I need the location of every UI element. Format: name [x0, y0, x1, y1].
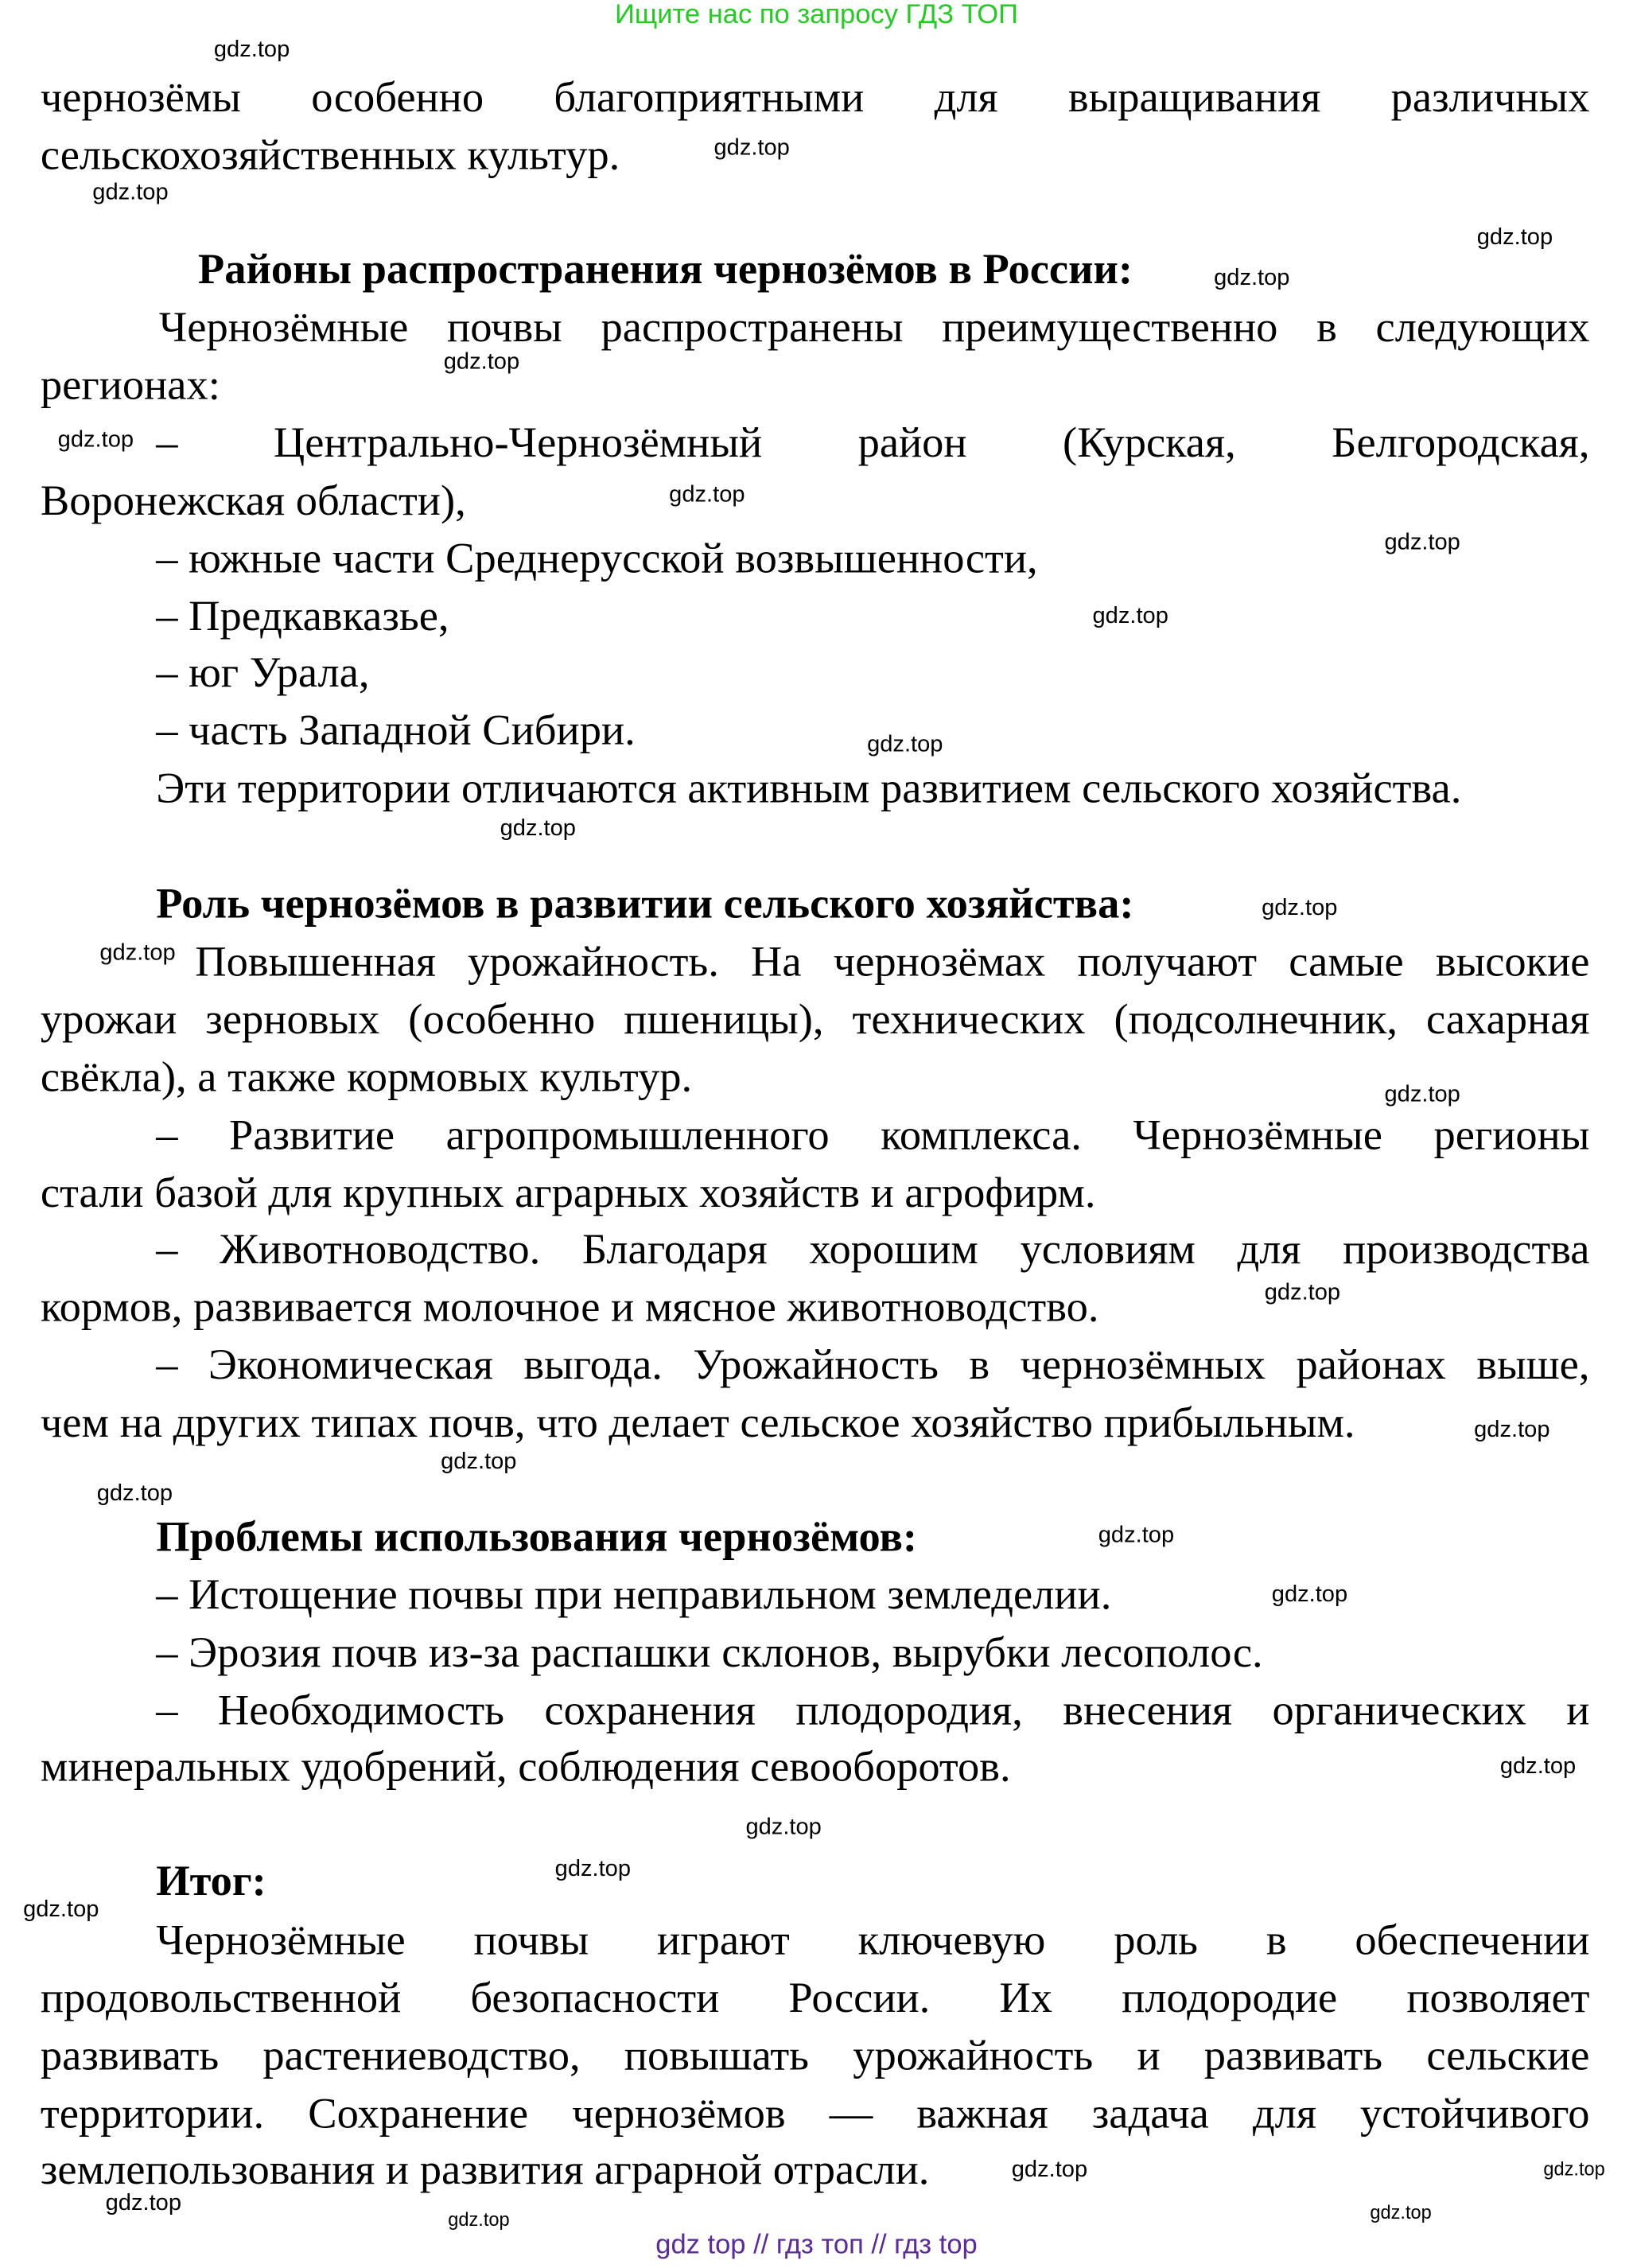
text-line: свёкла), а также кормовых культур. — [40, 1053, 693, 1102]
text-line: – южные части Среднерусской возвышенности, — [156, 535, 1038, 583]
watermark: gdz.top — [57, 427, 134, 453]
watermark: gdz.top — [745, 1815, 822, 1840]
watermark: gdz.top — [713, 135, 790, 161]
watermark: gdz.top — [1499, 1754, 1577, 1780]
text-line: урожаи зерновых (особенно пшеницы), технических (подсолнечник, сахарная — [40, 995, 1590, 1044]
text-line: чем на других типах почв, что делает сельское хозяйство прибыльным. — [40, 1399, 1355, 1447]
watermark: gdz.top — [23, 1897, 99, 1923]
watermark: gdz.top — [1098, 1523, 1175, 1548]
text-line: – часть Западной Сибири. — [156, 706, 636, 755]
watermark: gdz.top — [1092, 604, 1168, 629]
watermark: gdz.top — [1264, 1280, 1341, 1305]
text-line: – Истощение почвы при неправильном земледелии. — [156, 1570, 1112, 1619]
watermark: gdz.top — [1214, 266, 1290, 291]
text-line: – Животноводство. Благодаря хорошим условиям для производства — [156, 1225, 1590, 1274]
text-line: – юг Урала, — [156, 648, 370, 697]
text-line: стали базой для крупных аграрных хозяйств и агрофирм. — [40, 1169, 1096, 1217]
watermark: gdz.top — [1384, 530, 1460, 555]
text-line: – Центрально-Чернозёмный район (Курская, Белгородская, — [156, 418, 1590, 467]
watermark: gdz.top — [669, 482, 745, 508]
text-line: землепользования и развития аграрной отрасли. — [40, 2145, 930, 2194]
text-line: Повышенная урожайность. На чернозёмах получают самые высокие — [195, 938, 1590, 986]
watermark: gdz.top — [1011, 2157, 1088, 2183]
watermark: gdz.top — [99, 940, 176, 966]
watermark: gdz.top — [500, 816, 576, 842]
watermark: gdz.top — [448, 2208, 510, 2231]
search-hint-banner: Ищите нас по запросу ГДЗ ТОП — [615, 0, 1018, 31]
text-line: развивать растениеводство, повышать урожайность и развивать сельские — [40, 2032, 1590, 2080]
watermark: gdz.top — [1474, 1418, 1550, 1443]
text-line: Чернозёмные почвы играют ключевую роль в обеспечении — [156, 1916, 1590, 1965]
text-line: – Эрозия почв из-за распашки склонов, вырубки лесополос. — [156, 1628, 1263, 1677]
text-line: регионах: — [40, 361, 220, 410]
watermark: gdz.top — [1370, 2200, 1432, 2223]
text-line: сельскохозяйственных культур. — [40, 131, 620, 180]
text-line: Эти территории отличаются активным развитием сельского хозяйства. — [156, 764, 1462, 813]
text-line: продовольственной безопасности России. Их плодородие позволяет — [40, 1974, 1590, 2022]
watermark: gdz.top — [1543, 2157, 1605, 2180]
text-line: – Необходимость сохранения плодородия, внесения органических и — [156, 1686, 1590, 1735]
text-line: – Экономическая выгода. Урожайность в чернозёмных районах выше, — [156, 1340, 1590, 1389]
section-heading: Итог: — [156, 1857, 266, 1905]
text-line: минеральных удобрений, соблюдения севооборотов. — [40, 1743, 1011, 1791]
watermark: gdz.top — [867, 733, 943, 758]
text-line: кормов, развивается молочное и мясное животноводство. — [40, 1283, 1099, 1332]
watermark: gdz.top — [1384, 1082, 1460, 1107]
watermark: gdz.top — [554, 1857, 632, 1882]
watermark: gdz.top — [1476, 225, 1553, 251]
watermark: gdz.top — [213, 37, 290, 63]
section-heading: Проблемы использования чернозёмов: — [156, 1513, 918, 1562]
text-line: Воронежская области), — [40, 477, 466, 525]
text-line: территории. Сохранение чернозёмов — важная задача для устойчивого — [40, 2090, 1590, 2138]
footer-links[interactable]: gdz top // гдз топ // гдз top — [655, 2230, 978, 2261]
watermark: gdz.top — [443, 349, 520, 375]
text-line: Чернозёмные почвы распространены преимущественно в следующих — [158, 303, 1590, 352]
text-line: – Предкавказье, — [156, 592, 449, 640]
watermark: gdz.top — [105, 2191, 181, 2216]
section-heading: Роль чернозёмов в развитии сельского хозяйства: — [156, 880, 1134, 928]
text-line: – Развитие агропромышленного комплекса. Чернозёмные регионы — [156, 1111, 1590, 1160]
watermark: gdz.top — [96, 1481, 173, 1507]
watermark: gdz.top — [1271, 1582, 1348, 1608]
watermark: gdz.top — [1262, 896, 1338, 921]
text-line: чернозёмы особенно благоприятными для выращивания различных — [40, 73, 1590, 122]
watermark: gdz.top — [441, 1449, 517, 1475]
section-heading: Районы распространения чернозёмов в России: — [197, 245, 1133, 294]
watermark: gdz.top — [92, 181, 169, 205]
